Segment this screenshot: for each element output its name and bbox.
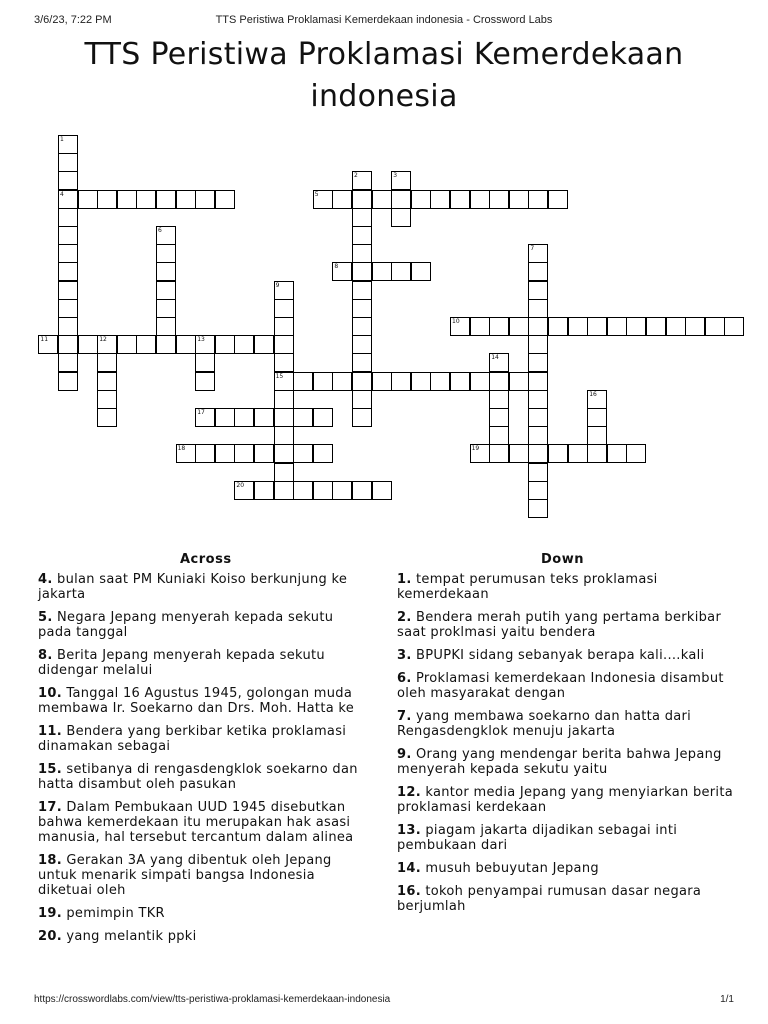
clue-text: yang melantik ppki — [61, 929, 197, 944]
crossword-cell[interactable] — [97, 390, 117, 409]
crossword-cell[interactable] — [274, 463, 294, 482]
crossword-cell[interactable] — [724, 317, 744, 336]
clue-text: kantor media Jepang yang menyiarkan berita proklamasi kerdekaan — [397, 785, 734, 815]
clue-text: setibanya di rengasdengklok soekarno dan hatta disambut oleh pasukan — [38, 762, 358, 792]
cell-number: 20 — [236, 481, 245, 489]
cell-number: 4 — [60, 190, 64, 198]
clue-number: 7. — [397, 709, 412, 724]
crossword-cell[interactable] — [391, 262, 411, 281]
clue-number: 1. — [397, 572, 412, 587]
crossword-cell[interactable] — [38, 335, 58, 354]
crossword-cell[interactable] — [313, 408, 333, 427]
crossword-cell[interactable] — [489, 390, 509, 409]
clue-text: tempat perumusan teks proklamasi kemerdekaan — [397, 572, 658, 602]
crossword-cell[interactable] — [372, 190, 392, 209]
crossword-cell[interactable] — [195, 444, 215, 463]
crossword-cell[interactable] — [470, 317, 490, 336]
clue-number: 19. — [38, 906, 62, 921]
crossword-cell[interactable] — [195, 353, 215, 372]
crossword-cell[interactable] — [156, 226, 176, 245]
print-page-title: TTS Peristiwa Proklamasi Kemerdekaan indonesia - Crossword Labs — [215, 14, 553, 26]
crossword-cell[interactable] — [489, 317, 509, 336]
clue-text: musuh bebuyutan Jepang — [420, 861, 599, 876]
clue-text: Gerakan 3A yang dibentuk oleh Jepang untuk menarik simpati bangsa Indonesia diketuai oleh — [38, 853, 332, 898]
across-clue-17 — [38, 800, 368, 845]
crossword-cell[interactable] — [215, 335, 235, 354]
crossword-cell[interactable] — [176, 335, 196, 354]
crossword-cell[interactable] — [254, 408, 274, 427]
cell-number: 13 — [197, 336, 205, 344]
crossword-cell[interactable] — [509, 372, 529, 391]
crossword-cell[interactable] — [528, 463, 548, 482]
clue-text: yang membawa soekarno dan hatta dari Rengasdengklok menuju jakarta — [397, 709, 692, 739]
clue-number: 18. — [38, 853, 62, 868]
crossword-cell[interactable] — [136, 335, 156, 354]
crossword-cell[interactable] — [195, 372, 215, 391]
crossword-cell[interactable] — [352, 481, 372, 500]
crossword-cell[interactable] — [548, 190, 568, 209]
crossword-cell[interactable] — [352, 317, 372, 336]
clue-number: 12. — [397, 785, 421, 800]
crossword-cell[interactable] — [352, 281, 372, 300]
clue-number: 4. — [38, 572, 53, 587]
print-page-count: 1/1 — [720, 994, 734, 1005]
crossword-cell[interactable] — [352, 299, 372, 318]
clue-text: pemimpin TKR — [61, 906, 165, 921]
crossword-cell[interactable] — [78, 335, 98, 354]
crossword-cell[interactable] — [78, 190, 98, 209]
cell-number: 15 — [275, 372, 284, 380]
crossword-cell[interactable] — [176, 190, 196, 209]
down-clue-3 — [397, 648, 737, 663]
crossword-cell[interactable] — [450, 190, 470, 209]
crossword-cell[interactable] — [58, 208, 78, 227]
crossword-cell[interactable] — [293, 408, 313, 427]
crossword-cell[interactable] — [274, 281, 294, 300]
cell-number: 12 — [99, 336, 107, 344]
down-clue-7 — [397, 709, 737, 739]
crossword-cell[interactable] — [528, 408, 548, 427]
across-clue-5 — [38, 610, 368, 640]
clue-number: 8. — [38, 648, 53, 663]
down-clue-1 — [397, 572, 737, 602]
crossword-cell[interactable] — [117, 335, 137, 354]
crossword-cell[interactable] — [528, 281, 548, 300]
clue-number: 9. — [397, 747, 412, 762]
down-clue-16 — [397, 884, 737, 914]
crossword-cell[interactable] — [58, 335, 78, 354]
clue-number: 13. — [397, 823, 421, 838]
clue-text: Berita Jepang menyerah kepada sekutu didengar melalui — [38, 648, 325, 678]
across-clue-list — [38, 572, 368, 952]
down-clue-2 — [397, 610, 737, 640]
crossword-cell[interactable] — [430, 190, 450, 209]
crossword-cell[interactable] — [274, 408, 294, 427]
crossword-cell[interactable] — [58, 226, 78, 245]
across-clue-20 — [38, 929, 368, 944]
crossword-cell[interactable] — [528, 299, 548, 318]
crossword-cell[interactable] — [234, 335, 254, 354]
cell-number: 16 — [589, 390, 597, 398]
crossword-cell[interactable] — [450, 372, 470, 391]
crossword-cell[interactable] — [274, 390, 294, 409]
crossword-cell[interactable] — [58, 372, 78, 391]
crossword-cell[interactable] — [313, 190, 333, 209]
cell-number: 9 — [275, 281, 280, 289]
crossword-cell[interactable] — [58, 135, 78, 154]
crossword-cell[interactable] — [607, 317, 627, 336]
down-clue-12 — [397, 785, 737, 815]
crossword-cell[interactable] — [156, 317, 176, 336]
cell-number: 17 — [197, 409, 205, 416]
crossword-cell[interactable] — [489, 444, 509, 463]
crossword-cell[interactable] — [293, 372, 313, 391]
crossword-cell[interactable] — [528, 372, 548, 391]
crossword-cell[interactable] — [587, 444, 607, 463]
across-clue-15 — [38, 762, 368, 792]
crossword-cell[interactable] — [568, 444, 588, 463]
down-clue-list — [397, 572, 737, 922]
crossword-cell[interactable] — [391, 171, 411, 190]
crossword-cell[interactable] — [293, 481, 313, 500]
crossword-cell[interactable] — [215, 408, 235, 427]
crossword-cell[interactable] — [234, 408, 254, 427]
crossword-cell[interactable] — [215, 190, 235, 209]
clue-number: 2. — [397, 610, 412, 625]
crossword-cell[interactable] — [352, 171, 372, 190]
crossword-cell[interactable] — [58, 353, 78, 372]
clue-text: Orang yang mendengar berita bahwa Jepang menyerah kepada sekutu yaitu — [397, 747, 722, 777]
crossword-cell[interactable] — [274, 335, 294, 354]
crossword-cell[interactable] — [411, 372, 431, 391]
crossword-cell[interactable] — [548, 444, 568, 463]
crossword-cell[interactable] — [97, 408, 117, 427]
crossword-cell[interactable] — [156, 281, 176, 300]
crossword-cell[interactable] — [411, 262, 431, 281]
crossword-cell[interactable] — [528, 262, 548, 281]
cell-number: 1 — [60, 136, 64, 143]
crossword-cell[interactable] — [274, 444, 294, 463]
across-clue-18 — [38, 853, 368, 898]
clue-text: bulan saat PM Kuniaki Koiso berkunjung ke jakarta — [38, 572, 348, 602]
crossword-cell[interactable] — [352, 262, 372, 281]
crossword-cell[interactable] — [274, 299, 294, 318]
crossword-cell[interactable] — [195, 190, 215, 209]
crossword-cell[interactable] — [293, 444, 313, 463]
crossword-cell[interactable] — [509, 444, 529, 463]
clue-number: 10. — [38, 686, 62, 701]
crossword-cell[interactable] — [528, 335, 548, 354]
crossword-cell[interactable] — [587, 390, 607, 409]
print-datetime: 3/6/23, 7:22 PM — [34, 14, 112, 26]
crossword-cell[interactable] — [528, 317, 548, 336]
crossword-cell[interactable] — [58, 317, 78, 336]
crossword-cell[interactable] — [274, 353, 294, 372]
crossword-cell[interactable] — [156, 335, 176, 354]
clue-text: Bendera merah putih yang pertama berkibar saat proklmasi yaitu bendera — [397, 610, 722, 640]
crossword-cell[interactable] — [274, 481, 294, 500]
across-clue-19 — [38, 906, 368, 921]
crossword-cell[interactable] — [489, 372, 509, 391]
clue-number: 17. — [38, 800, 62, 815]
clue-number: 3. — [397, 648, 412, 663]
clue-text: tokoh penyampai rumusan dasar negara berjumlah — [397, 884, 702, 914]
down-clue-6 — [397, 671, 737, 701]
clue-text: BPUPKI sidang sebanyak berapa kali....kali — [411, 648, 705, 663]
clue-number: 11. — [38, 724, 62, 739]
crossword-cell[interactable] — [332, 372, 352, 391]
crossword-cell[interactable] — [195, 408, 215, 427]
crossword-cell[interactable] — [352, 372, 372, 391]
crossword-cell[interactable] — [58, 281, 78, 300]
crossword-cell[interactable] — [528, 444, 548, 463]
down-heading: Down — [541, 552, 584, 567]
crossword-cell[interactable] — [352, 408, 372, 427]
crossword-cell[interactable] — [156, 262, 176, 281]
crossword-cell[interactable] — [666, 317, 686, 336]
crossword-cell[interactable] — [58, 153, 78, 172]
crossword-cell[interactable] — [352, 244, 372, 263]
across-heading: Across — [180, 552, 232, 567]
crossword-cell[interactable] — [254, 444, 274, 463]
crossword-cell[interactable] — [509, 317, 529, 336]
cell-number: 5 — [314, 190, 319, 198]
down-clue-13 — [397, 823, 737, 853]
clue-number: 15. — [38, 762, 62, 777]
crossword-cell[interactable] — [705, 317, 725, 336]
crossword-cell[interactable] — [352, 353, 372, 372]
crossword-cell[interactable] — [352, 208, 372, 227]
crossword-cell[interactable] — [97, 353, 117, 372]
clue-text: Negara Jepang menyerah kepada sekutu pada tanggal — [38, 610, 334, 640]
crossword-cell[interactable] — [274, 317, 294, 336]
crossword-cell[interactable] — [489, 408, 509, 427]
crossword-cell[interactable] — [58, 244, 78, 263]
crossword-cell[interactable] — [58, 299, 78, 318]
clue-text: Proklamasi kemerdekaan Indonesia disambut oleh masyarakat dengan — [397, 671, 724, 701]
crossword-cell[interactable] — [215, 444, 235, 463]
crossword-cell[interactable] — [372, 481, 392, 500]
crossword-cell[interactable] — [489, 426, 509, 445]
crossword-cell[interactable] — [391, 190, 411, 209]
crossword-cell[interactable] — [58, 190, 78, 209]
crossword-cell[interactable] — [195, 335, 215, 354]
crossword-cell[interactable] — [254, 481, 274, 500]
crossword-cell[interactable] — [450, 317, 470, 336]
crossword-cell[interactable] — [470, 190, 490, 209]
crossword-cell[interactable] — [372, 262, 392, 281]
clue-text: Dalam Pembukaan UUD 1945 disebutkan bahwa kemerdekaan itu merupakan hak asasi manusia, hal tersebut tercantum dalam alinea — [38, 800, 354, 845]
cell-number: 19 — [471, 445, 480, 453]
page-title: TTS Peristiwa Proklamasi Kemerdekaan indonesia — [84, 37, 684, 114]
clue-number: 5. — [38, 610, 53, 625]
crossword-cell[interactable] — [332, 481, 352, 500]
crossword-cell[interactable] — [528, 244, 548, 263]
crossword-cell[interactable] — [352, 335, 372, 354]
print-url: https://crosswordlabs.com/view/tts-peristiwa-proklamasi-kemerdekaan-indonesia — [34, 994, 391, 1005]
crossword-cell[interactable] — [509, 190, 529, 209]
crossword-cell[interactable] — [117, 190, 137, 209]
crossword-cell[interactable] — [685, 317, 705, 336]
down-clue-14 — [397, 861, 737, 876]
crossword-cell[interactable] — [587, 426, 607, 445]
crossword-cell[interactable] — [470, 372, 490, 391]
crossword-cell[interactable] — [646, 317, 666, 336]
crossword-cell[interactable] — [626, 317, 646, 336]
crossword-cell[interactable] — [234, 444, 254, 463]
crossword-cell[interactable] — [313, 444, 333, 463]
crossword-cell[interactable] — [332, 190, 352, 209]
crossword-cell[interactable] — [58, 171, 78, 190]
clue-number: 16. — [397, 884, 421, 899]
clue-number: 14. — [397, 861, 421, 876]
across-clue-11 — [38, 724, 368, 754]
crossword-cell[interactable] — [97, 335, 117, 354]
cell-number: 2 — [354, 172, 358, 180]
clue-number: 6. — [397, 671, 412, 686]
across-clue-8 — [38, 648, 368, 678]
crossword-cell[interactable] — [156, 244, 176, 263]
crossword-cell[interactable] — [313, 481, 333, 500]
crossword-cell[interactable] — [607, 444, 627, 463]
crossword-cell[interactable] — [528, 390, 548, 409]
crossword-cell[interactable] — [489, 353, 509, 372]
crossword-cell[interactable] — [411, 190, 431, 209]
across-clue-10 — [38, 686, 368, 716]
crossword-cell[interactable] — [528, 353, 548, 372]
across-clue-4 — [38, 572, 368, 602]
clue-number: 20. — [38, 929, 62, 944]
crossword-cell[interactable] — [97, 372, 117, 391]
crossword-cell[interactable] — [274, 372, 294, 391]
crossword-cell[interactable] — [176, 444, 196, 463]
crossword-cell[interactable] — [528, 499, 548, 518]
crossword-cell[interactable] — [254, 335, 274, 354]
crossword-cell[interactable] — [136, 190, 156, 209]
crossword-cell[interactable] — [352, 190, 372, 209]
crossword-cell[interactable] — [568, 317, 588, 336]
crossword-cell[interactable] — [58, 262, 78, 281]
cell-number: 8 — [334, 263, 339, 271]
crossword-cell[interactable] — [274, 426, 294, 445]
crossword-cell[interactable] — [234, 481, 254, 500]
crossword-cell[interactable] — [489, 190, 509, 209]
clue-text: Bendera yang berkibar ketika proklamasi dinamakan sebagai — [38, 724, 347, 754]
crossword-cell[interactable] — [372, 372, 392, 391]
crossword-cell[interactable] — [548, 317, 568, 336]
crossword-cell[interactable] — [352, 390, 372, 409]
crossword-cell[interactable] — [528, 481, 548, 500]
clue-text: Tanggal 16 Agustus 1945, golongan muda membawa Ir. Soekarno dan Drs. Moh. Hatta ke — [38, 686, 355, 716]
crossword-cell[interactable] — [587, 408, 607, 427]
crossword-cell[interactable] — [391, 208, 411, 227]
crossword-cell[interactable] — [391, 372, 411, 391]
crossword-cell[interactable] — [470, 444, 490, 463]
crossword-cell[interactable] — [313, 372, 333, 391]
crossword-cell[interactable] — [430, 372, 450, 391]
crossword-cell[interactable] — [528, 190, 548, 209]
cell-number: 3 — [393, 172, 398, 180]
crossword-cell[interactable] — [587, 317, 607, 336]
crossword-cell[interactable] — [352, 226, 372, 245]
crossword-cell[interactable] — [97, 190, 117, 209]
cell-number: 7 — [530, 245, 535, 253]
crossword-cell[interactable] — [332, 262, 352, 281]
cell-number: 18 — [177, 445, 186, 453]
clue-text: piagam jakarta dijadikan sebagai inti pembukaan dari — [397, 823, 678, 853]
crossword-cell[interactable] — [626, 444, 646, 463]
crossword-cell[interactable] — [156, 190, 176, 209]
cell-number: 11 — [40, 336, 49, 344]
crossword-cell[interactable] — [156, 299, 176, 318]
crossword-cell[interactable] — [528, 426, 548, 445]
cell-number: 14 — [491, 354, 499, 362]
cell-number: 6 — [158, 227, 162, 234]
down-clue-9 — [397, 747, 737, 777]
cell-number: 10 — [452, 318, 460, 325]
